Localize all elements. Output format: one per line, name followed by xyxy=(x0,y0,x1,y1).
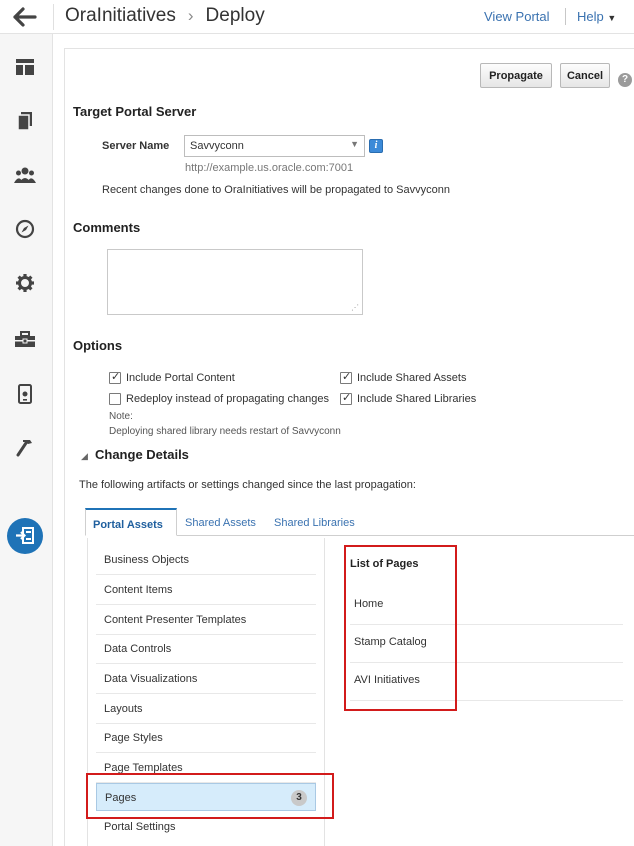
gear-icon[interactable] xyxy=(14,272,36,294)
device-icon[interactable] xyxy=(14,383,36,405)
help-menu[interactable] xyxy=(577,9,616,24)
redeploy-label: Redeploy instead of propagating changes xyxy=(126,393,330,405)
list-item[interactable]: Content Items xyxy=(96,576,316,605)
info-icon[interactable]: i xyxy=(369,139,383,153)
count-badge: 3 xyxy=(291,790,307,806)
breadcrumb-portal[interactable]: OraInitiatives xyxy=(65,5,176,26)
include-shared-libraries-checkbox[interactable] xyxy=(340,393,352,405)
propagate-button[interactable]: Propagate xyxy=(480,63,552,88)
include-shared-assets-label: Include Shared Assets xyxy=(357,372,467,384)
server-name-select[interactable] xyxy=(184,135,365,157)
note-label: Note: xyxy=(109,411,133,422)
resize-grip-icon[interactable]: ⋰ xyxy=(351,303,359,312)
include-portal-content-label: Include Portal Content xyxy=(126,372,235,384)
cancel-button[interactable]: Cancel xyxy=(560,63,610,88)
view-portal-link[interactable]: View Portal xyxy=(484,9,550,24)
tab-portal-assets[interactable]: Portal Assets xyxy=(85,508,177,536)
page-row[interactable]: AVI Initiatives xyxy=(350,663,623,701)
people-icon[interactable] xyxy=(14,164,36,186)
change-details-description: The following artifacts or settings changed since the last propagation: xyxy=(79,479,416,491)
list-item[interactable]: Page Styles xyxy=(96,724,316,753)
layout-icon[interactable] xyxy=(14,56,36,78)
breadcrumb-current: Deploy xyxy=(205,5,265,26)
comments-heading: Comments xyxy=(73,220,141,235)
page-row[interactable]: Home xyxy=(350,587,623,625)
change-details-heading[interactable]: Change Details xyxy=(95,447,189,462)
list-item[interactable]: Business Objects xyxy=(96,546,316,575)
breadcrumb-chevron-icon: › xyxy=(187,6,194,25)
compass-icon[interactable] xyxy=(14,218,36,240)
collapse-triangle-icon[interactable]: ◢ xyxy=(81,451,88,461)
sidebar xyxy=(0,34,53,846)
list-of-pages-title: List of Pages xyxy=(350,558,419,570)
include-shared-assets-checkbox[interactable] xyxy=(340,372,352,384)
app-header xyxy=(0,0,634,34)
options-heading: Options xyxy=(73,338,123,353)
list-item[interactable]: Page Templates xyxy=(96,754,316,783)
breadcrumb xyxy=(65,5,265,27)
list-item[interactable]: Portal Settings xyxy=(104,821,176,833)
dropdown-arrow-icon: ▼ xyxy=(350,139,359,149)
highlight-box xyxy=(86,773,334,819)
list-item[interactable]: Data Controls xyxy=(96,635,316,664)
help-label: Help xyxy=(577,9,604,24)
list-item[interactable]: Layouts xyxy=(96,695,316,724)
deploy-icon[interactable] xyxy=(7,518,43,554)
comments-textarea[interactable] xyxy=(107,249,363,315)
note-text: Deploying shared library needs restart of Savvyconn xyxy=(109,426,341,437)
include-portal-content-checkbox[interactable] xyxy=(109,372,121,384)
highlight-box xyxy=(344,545,457,711)
server-name-value: Savvyconn xyxy=(190,140,244,152)
asset-tabs xyxy=(85,508,634,536)
list-item[interactable]: Data Visualizations xyxy=(96,665,316,694)
server-name-label: Server Name xyxy=(102,140,170,152)
list-item-label: Pages xyxy=(105,792,137,804)
tab-shared-assets[interactable]: Shared Assets xyxy=(185,517,256,529)
toolbox-icon[interactable] xyxy=(14,328,36,350)
header-divider xyxy=(53,4,54,30)
redeploy-checkbox[interactable] xyxy=(109,393,121,405)
pages-icon[interactable] xyxy=(14,110,36,132)
server-url: http://example.us.oracle.com:7001 xyxy=(185,162,354,174)
back-arrow-icon[interactable] xyxy=(12,6,38,28)
page-row[interactable]: Stamp Catalog xyxy=(350,625,623,663)
header-link-divider xyxy=(565,8,566,25)
deploy-panel xyxy=(64,48,634,846)
tab-shared-libraries[interactable]: Shared Libraries xyxy=(274,517,355,529)
hammer-icon[interactable] xyxy=(14,437,36,459)
chevron-down-icon: ▼ xyxy=(607,13,617,23)
include-shared-libraries-label: Include Shared Libraries xyxy=(357,393,477,405)
list-item[interactable]: Content Presenter Templates xyxy=(96,606,316,635)
help-icon[interactable]: ? xyxy=(618,73,632,87)
target-portal-heading: Target Portal Server xyxy=(73,104,197,119)
recent-changes-text: Recent changes done to OraInitiatives will be propagated to Savvyconn xyxy=(102,184,450,196)
